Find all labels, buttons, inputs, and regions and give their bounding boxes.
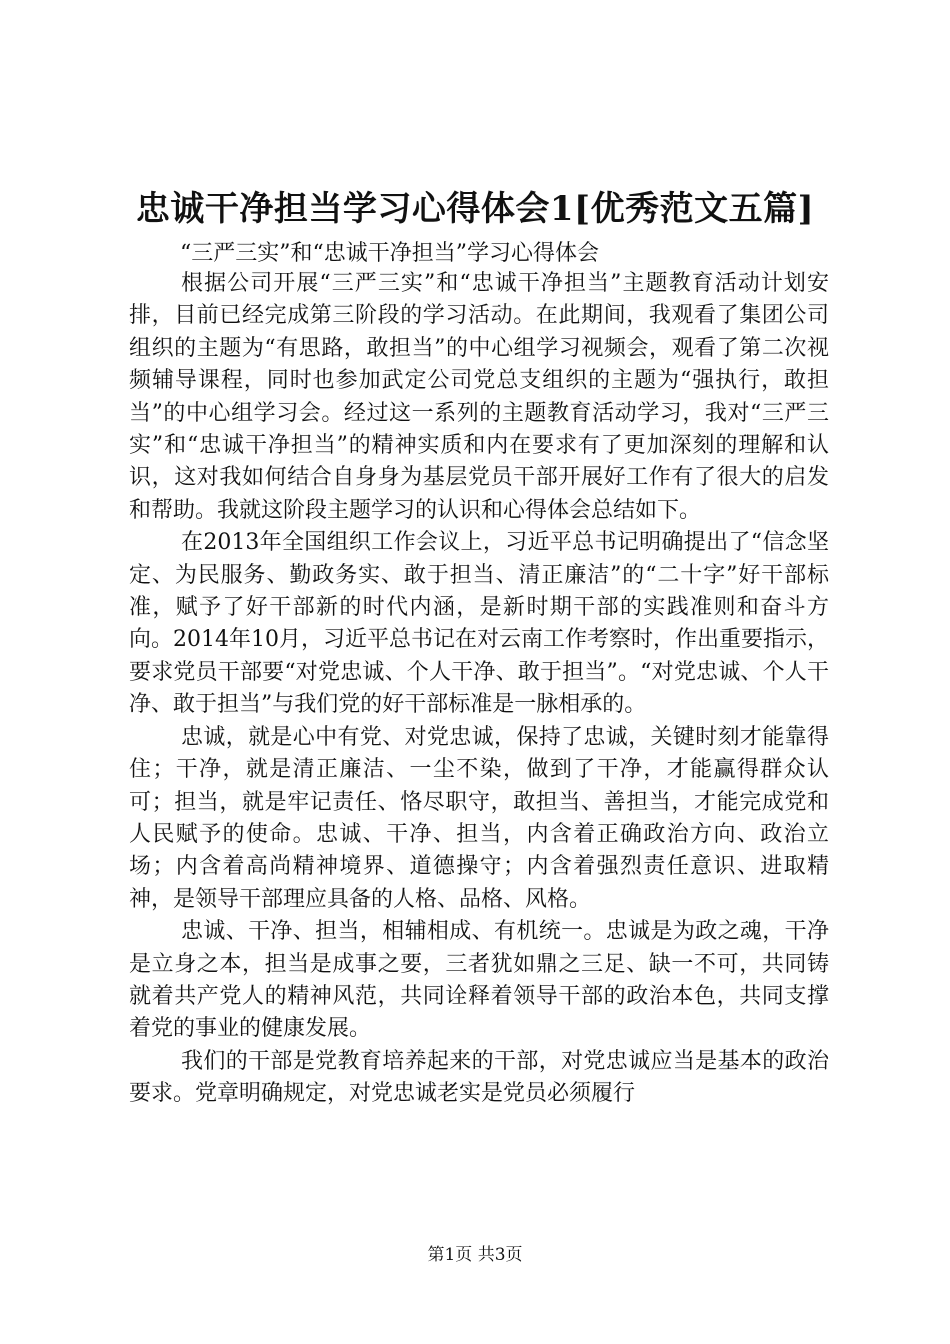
paragraph-4: 忠诚、干净、担当，相辅相成、有机统一。忠诚是为政之魂，干净是立身之本，担当是成事之要，三者犹如鼎之三足、缺一不可，共同铸就着共产党人的精神风范，共同诠释着领导干部的政治本色，共同支撑着党的事业的健康发展。 [129,919,829,1042]
paragraph-3: 忠诚，就是心中有党、对党忠诚，保持了忠诚，关键时刻才能靠得住；干净，就是清正廉洁、一尘不染，做到了干净，才能赢得群众认可；担当，就是牢记责任、恪尽职守，敢担当、善担当，才能完成党和人民赋予的使命。忠诚、干净、担当，内含着正确政治方向、政治立场；内含着高尚精神境界、道德操守；内含着强烈责任意识、进取精神，是领导干部理应具备的人格、品格、风格。 [129,724,829,912]
page-footer: 第1页 共3页 [427,1245,523,1265]
document-body [129,268,829,1111]
paragraph-1: 根据公司开展“三严三实”和“忠诚干净担当”主题教育活动计划安排，目前已经完成第三阶段的学习活动。在此期间，我观看了集团公司组织的主题为“有思路，敢担当”的中心组学习视频会，观看了第二次视频辅导课程，同时也参加武定公司党总支组织的主题为“强执行，敢担当”的中心组学习会。经过这一系列的主题教育活动学习，我对“三严三实”和“忠诚干净担当”的精神实质和内在要求有了更加深刻的理解和认识，这对我如何结合自身身为基层党员干部开展好工作有了很大的启发和帮助。我就这阶段主题学习的认识和心得体会总结如下。 [129,271,829,523]
paragraph-2: 在2013年全国组织工作会议上，习近平总书记明确提出了“信念坚定、为民服务、勤政务实、敢于担当、清正廉洁”的“二十字”好干部标准，赋予了好干部新的时代内涵，是新时期干部的实践准则和奋斗方向。2014年10月，习近平总书记在对云南工作考察时，作出重要指示，要求党员干部要“对党忠诚、个人干净、敢于担当”。“对党忠诚、个人干净、敢于担当”与我们党的好干部标准是一脉相承的。 [129,530,829,718]
paragraph-5: 我们的干部是党教育培养起来的干部，对党忠诚应当是基本的政治要求。党章明确规定，对党忠诚老实是党员必须履行 [129,1048,829,1107]
document-subtitle: “三严三实”和“忠诚干净担当”学习心得体会 [180,241,599,266]
document-title: 忠诚干净担当学习心得体会1[优秀范文五篇] [135,189,815,229]
